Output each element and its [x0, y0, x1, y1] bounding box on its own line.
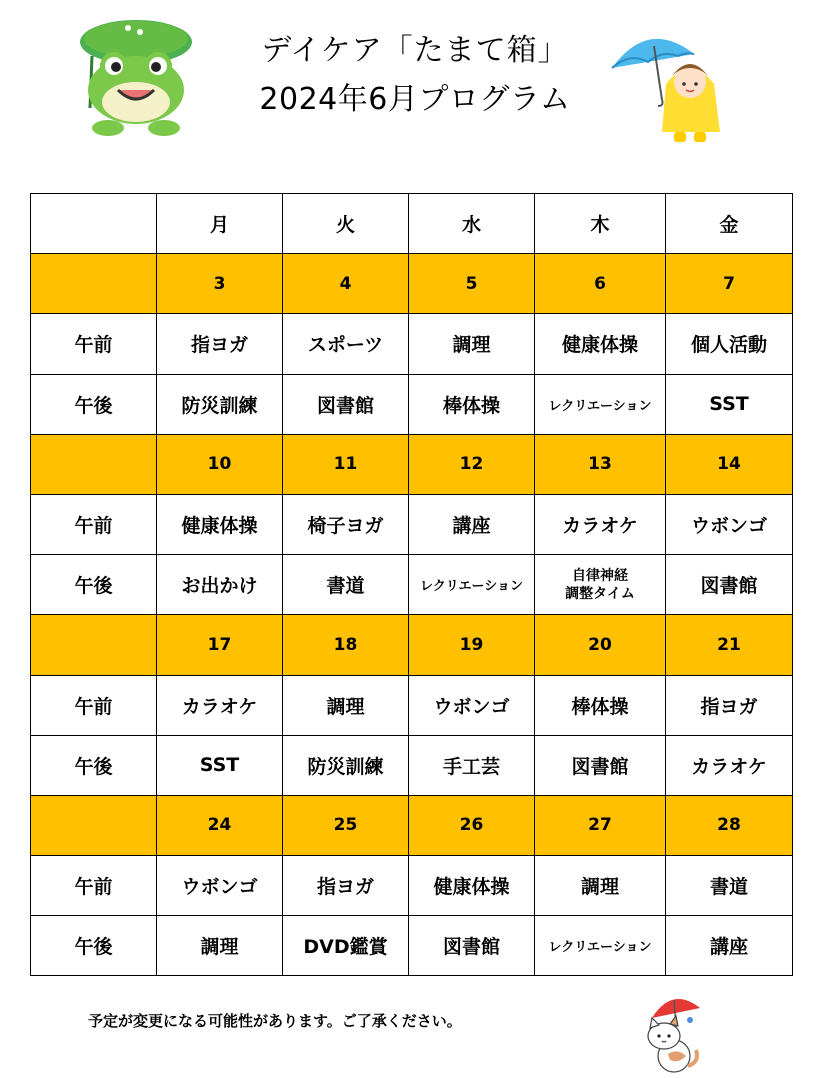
activity-cell: 手工芸: [409, 735, 535, 795]
am-row: [31, 675, 793, 735]
activity-cell: 調理: [409, 314, 535, 374]
date-row: [31, 615, 793, 675]
activity-cell: 図書館: [283, 374, 409, 434]
date-cell: 5: [409, 254, 535, 314]
date-cell: 13: [535, 434, 666, 494]
date-label-cell: [31, 795, 157, 855]
date-cell: 7: [666, 254, 793, 314]
cat-with-umbrella-icon: [634, 990, 714, 1074]
girl-with-umbrella-icon: [608, 24, 736, 148]
page-title: [200, 30, 630, 122]
activity-cell: 書道: [283, 555, 409, 615]
date-cell: 20: [535, 615, 666, 675]
date-cell: 11: [283, 434, 409, 494]
activity-cell: 図書館: [535, 735, 666, 795]
date-cell: 19: [409, 615, 535, 675]
activity-cell: 指ヨガ: [157, 314, 283, 374]
activity-cell: 調理: [283, 675, 409, 735]
frog-on-lily-pad-icon: [78, 12, 196, 142]
activity-cell: ウボンゴ: [409, 675, 535, 735]
activity-cell: 指ヨガ: [283, 856, 409, 916]
date-cell: 18: [283, 615, 409, 675]
activity-cell: カラオケ: [535, 494, 666, 554]
activity-cell: スポーツ: [283, 314, 409, 374]
date-cell: 3: [157, 254, 283, 314]
activity-cell: SST: [157, 735, 283, 795]
activity-cell: 調理: [157, 916, 283, 976]
activity-cell: 指ヨガ: [666, 675, 793, 735]
activity-cell: レクリエーション: [535, 916, 666, 976]
activity-line-1: 自律神経: [572, 567, 628, 584]
pm-row: [31, 735, 793, 795]
am-row: [31, 314, 793, 374]
activity-line-2: 調整タイム: [565, 585, 635, 602]
activity-cell: 図書館: [409, 916, 535, 976]
activity-cell: お出かけ: [157, 555, 283, 615]
activity-cell: 防災訓練: [283, 735, 409, 795]
date-row: [31, 795, 793, 855]
pm-label: 午後: [31, 916, 157, 976]
activity-cell: 健康体操: [535, 314, 666, 374]
activity-cell: 椅子ヨガ: [283, 494, 409, 554]
activity-cell: カラオケ: [666, 735, 793, 795]
pm-label: 午後: [31, 555, 157, 615]
am-label: 午前: [31, 675, 157, 735]
date-cell: 25: [283, 795, 409, 855]
title-line-1: デイケア「たまて箱」: [261, 33, 569, 68]
pm-label: 午後: [31, 735, 157, 795]
pm-row: [31, 374, 793, 434]
date-cell: 12: [409, 434, 535, 494]
weekday-mon: 月: [157, 194, 283, 254]
date-cell: 26: [409, 795, 535, 855]
date-cell: 4: [283, 254, 409, 314]
activity-cell: 健康体操: [157, 494, 283, 554]
am-row: [31, 494, 793, 554]
weekday-header-row: [31, 194, 793, 254]
pm-row: [31, 555, 793, 615]
weekday-wed: 水: [409, 194, 535, 254]
am-label: 午前: [31, 494, 157, 554]
am-label: 午前: [31, 314, 157, 374]
date-cell: 17: [157, 615, 283, 675]
pm-row: [31, 916, 793, 976]
activity-cell-two-line: [535, 555, 666, 615]
title-line-2: 2024年6月プログラム: [259, 82, 571, 117]
date-cell: 28: [666, 795, 793, 855]
activity-cell: 防災訓練: [157, 374, 283, 434]
activity-cell: 調理: [535, 856, 666, 916]
activity-cell: SST: [666, 374, 793, 434]
schedule-table: [30, 193, 793, 976]
activity-cell: 書道: [666, 856, 793, 916]
date-cell: 27: [535, 795, 666, 855]
pm-label: 午後: [31, 374, 157, 434]
activity-cell: 講座: [409, 494, 535, 554]
activity-cell: 図書館: [666, 555, 793, 615]
activity-cell: 講座: [666, 916, 793, 976]
date-label-cell: [31, 254, 157, 314]
corner-cell: [31, 194, 157, 254]
date-row: [31, 254, 793, 314]
activity-cell: レクリエーション: [409, 555, 535, 615]
date-cell: 10: [157, 434, 283, 494]
activity-cell: ウボンゴ: [157, 856, 283, 916]
date-cell: 6: [535, 254, 666, 314]
date-cell: 14: [666, 434, 793, 494]
activity-cell: 健康体操: [409, 856, 535, 916]
activity-cell: 棒体操: [535, 675, 666, 735]
activity-cell: 個人活動: [666, 314, 793, 374]
weekday-thu: 木: [535, 194, 666, 254]
schedule-change-notice: 予定が変更になる可能性があります。ご了承ください。: [88, 1012, 462, 1030]
date-label-cell: [31, 434, 157, 494]
activity-cell: ウボンゴ: [666, 494, 793, 554]
date-cell: 21: [666, 615, 793, 675]
am-label: 午前: [31, 856, 157, 916]
activity-cell: 棒体操: [409, 374, 535, 434]
activity-cell: カラオケ: [157, 675, 283, 735]
date-label-cell: [31, 615, 157, 675]
activity-cell: DVD鑑賞: [283, 916, 409, 976]
date-row: [31, 434, 793, 494]
date-cell: 24: [157, 795, 283, 855]
activity-cell: レクリエーション: [535, 374, 666, 434]
am-row: [31, 856, 793, 916]
weekday-fri: 金: [666, 194, 793, 254]
weekday-tue: 火: [283, 194, 409, 254]
